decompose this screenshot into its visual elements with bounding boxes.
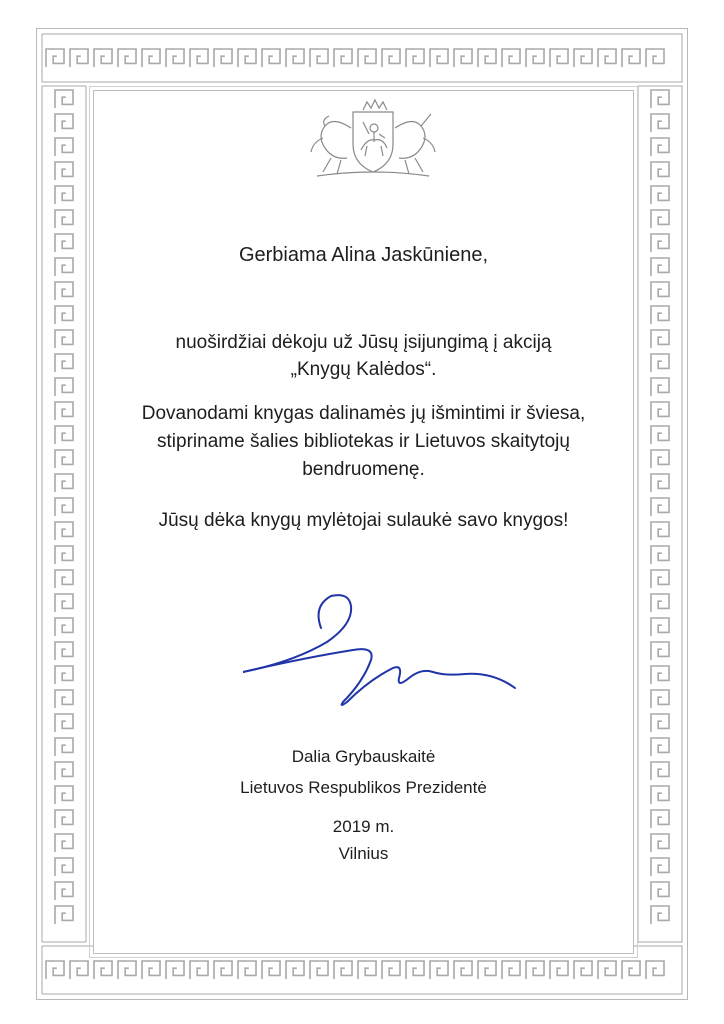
greek-key-border-left xyxy=(40,84,88,944)
coat-of-arms-vytis-icon xyxy=(303,98,443,182)
signatory-title: Lietuvos Respublikos Prezidentė xyxy=(240,778,487,797)
letter-city: Vilnius xyxy=(338,844,389,863)
paragraph2-line1: Dovanodami knygas dalinamės jų išmintimi ir šviesa, xyxy=(141,403,586,424)
signatory-name: Dalia Grybauskaitė xyxy=(291,747,436,766)
paragraph2-line2: stipriname šalies bibliotekas ir Lietuvos skaitytojų xyxy=(157,431,570,452)
paragraph3: Jūsų dėka knygų mylėtojai sulaukė savo knygos! xyxy=(158,510,569,531)
paragraph1-line2: „Knygų Kalėdos“. xyxy=(290,359,437,380)
paragraph1-line1: nuoširdžiai dėkoju už Jūsų įsijungimą į akciją xyxy=(175,332,552,353)
handwritten-signature-icon xyxy=(243,584,543,714)
salutation: Gerbiama Alina Jaskūniene, xyxy=(238,244,489,266)
greek-key-border-right xyxy=(636,84,684,944)
greek-key-border-top xyxy=(40,32,684,84)
letter-year: 2019 m. xyxy=(332,817,395,836)
paragraph2-line3: bendruomenę. xyxy=(302,459,425,480)
